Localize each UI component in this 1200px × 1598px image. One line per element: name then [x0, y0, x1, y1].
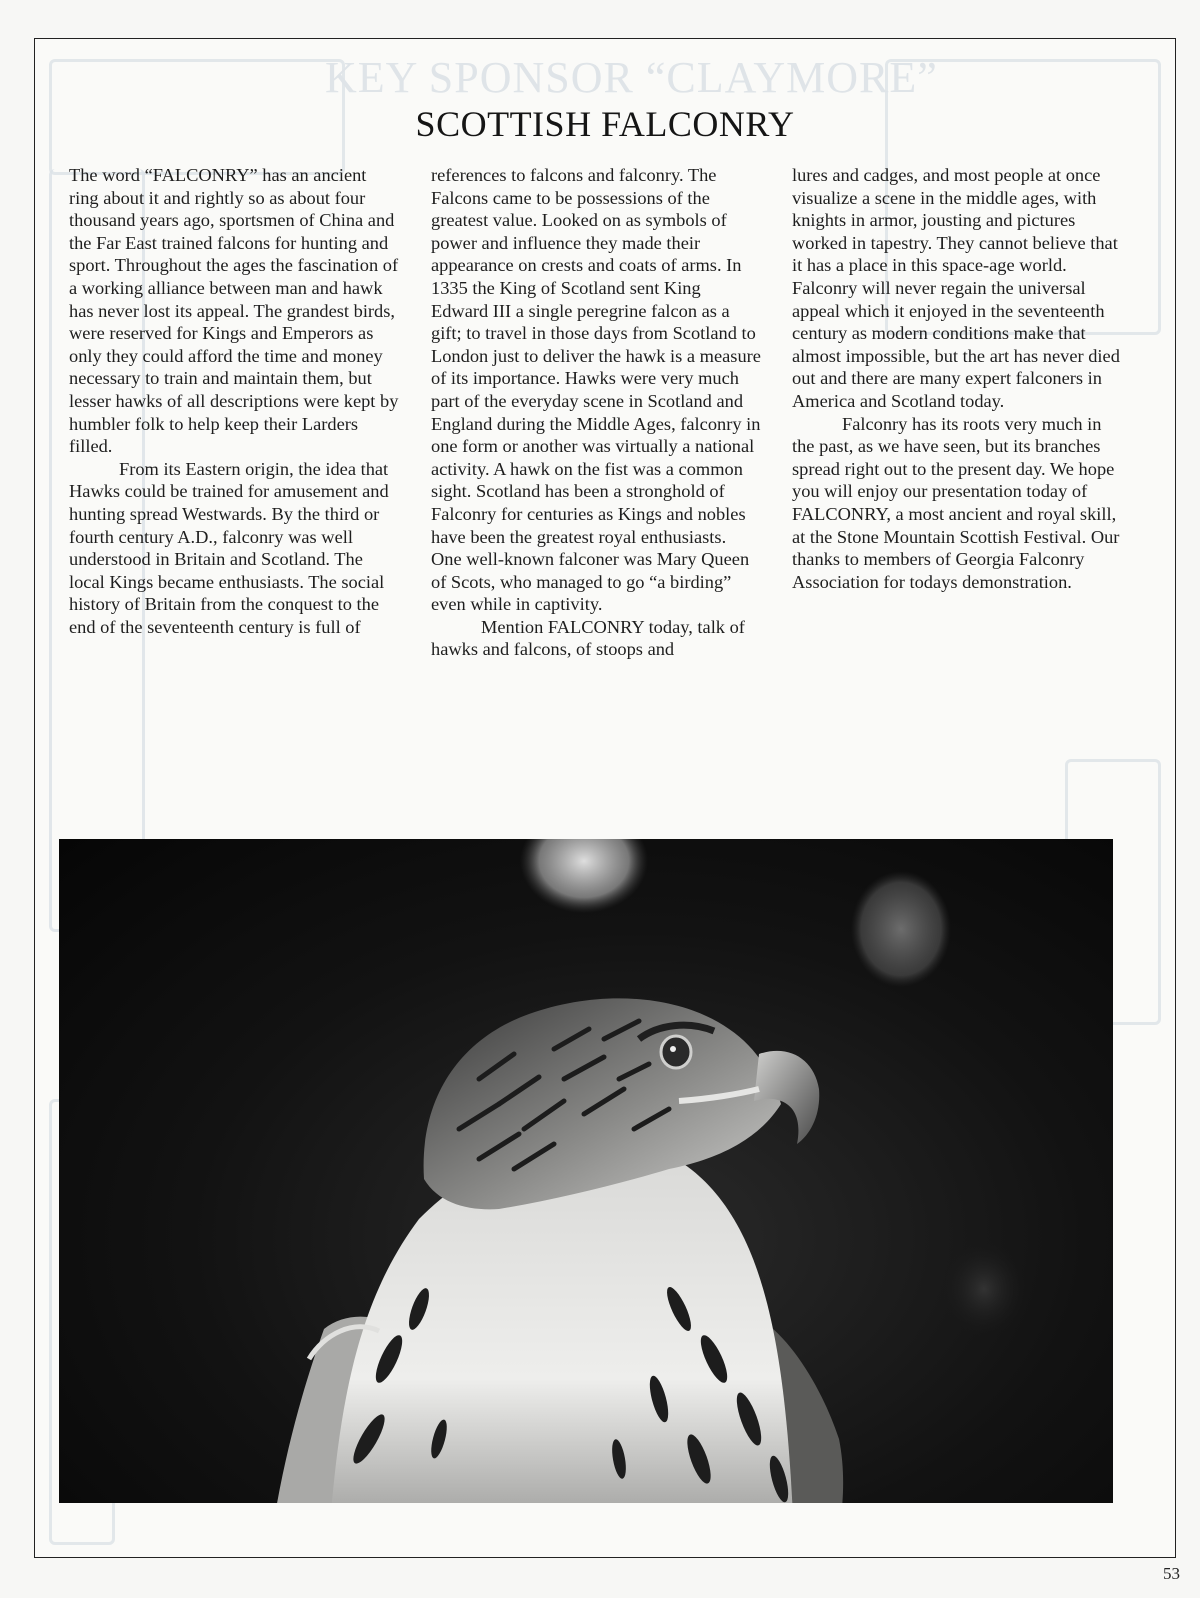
paragraph: From its Eastern origin, the idea that Hawks could be trained for amusement and hunting spread Westwards. By the third or fourth century A.D., falconry was well understood in Britain and Scotland. The local Kings became enthusiasts. The social history of Britain from the conquest to the end of the seventeenth century is full of	[69, 458, 389, 637]
text-column-3	[792, 164, 1122, 593]
bokeh-light	[520, 839, 648, 913]
paragraph: lures and cadges, and most people at once visualize a scene in the middle ages, with knights in armor, jousting and pictures worked in tapestry. They cannot believe that it has a place in this space-age world. Falconry will never regain the universal appeal which it enjoyed in the seventeenth century as modern conditions make that almost impossible, but the art has never died out and there are many expert falconers in America and Scotland today.	[792, 165, 1120, 411]
page-frame	[34, 38, 1176, 1558]
show-through-heading: KEY SPONSOR “CLAYMORE”	[325, 53, 938, 102]
paragraph: references to falcons and falconry. The Falcons came to be possessions of the greatest value. Looked on as symbols of power and influence they made their appearance on crests and coats of arms. In 1335 the King of Scotland sent King Edward III a single peregrine falcon as a gift; to travel in those days from Scotland to London just to deliver the hawk is a measure of its importance. Hawks were very much part of the everyday scene in Scotland and England during the Middle Ages, falconry in one form or another was virtually a national activity. A hawk on the fist was a common sight. Scotland has been a stronghold of Falconry for centuries as Kings and nobles have been the greatest royal enthusiasts. One well-known falconer was Mary Queen of Scots, who managed to go “a birding” even while in captivity.	[431, 165, 761, 615]
page-number: 53	[1163, 1564, 1180, 1583]
bokeh-light	[942, 1241, 1026, 1337]
hawk-eye	[661, 1036, 691, 1068]
paragraph: The word “FALCONRY” has an ancient ring about it and rightly so as about four thousand years ago, sportsmen of China and the Far East trained falcons for hunting and sport. Throughout the ages the fascination of a working alliance between man and hawk has never lost its appeal. The grandest birds, were reserved for Kings and Emperors as only they could afford the time and money necessary to train and maintain them, but lesser hawks of all descriptions were kept by humbler folk to help keep their Larders filled.	[69, 165, 399, 457]
hawk-photo	[59, 839, 1113, 1503]
paragraph: Mention FALCONRY today, talk of hawks and falcons, of stoops and	[431, 616, 745, 660]
paragraph: Falconry has its roots very much in the past, as we have seen, but its branches spread right out to the present day. We hope you will enjoy our presentation today of FALCONRY, a most ancient and royal skill, at the Stone Mountain Scottish Festival. Our thanks to members of Georgia Falconry Association for todays demonstration.	[792, 413, 1120, 592]
hawk-illustration	[59, 839, 1113, 1503]
bokeh-light	[851, 871, 951, 987]
text-column-2	[431, 164, 761, 661]
hawk-beak	[754, 1051, 819, 1144]
text-column-1	[69, 164, 399, 638]
page-title: SCOTTISH FALCONRY	[415, 104, 795, 144]
